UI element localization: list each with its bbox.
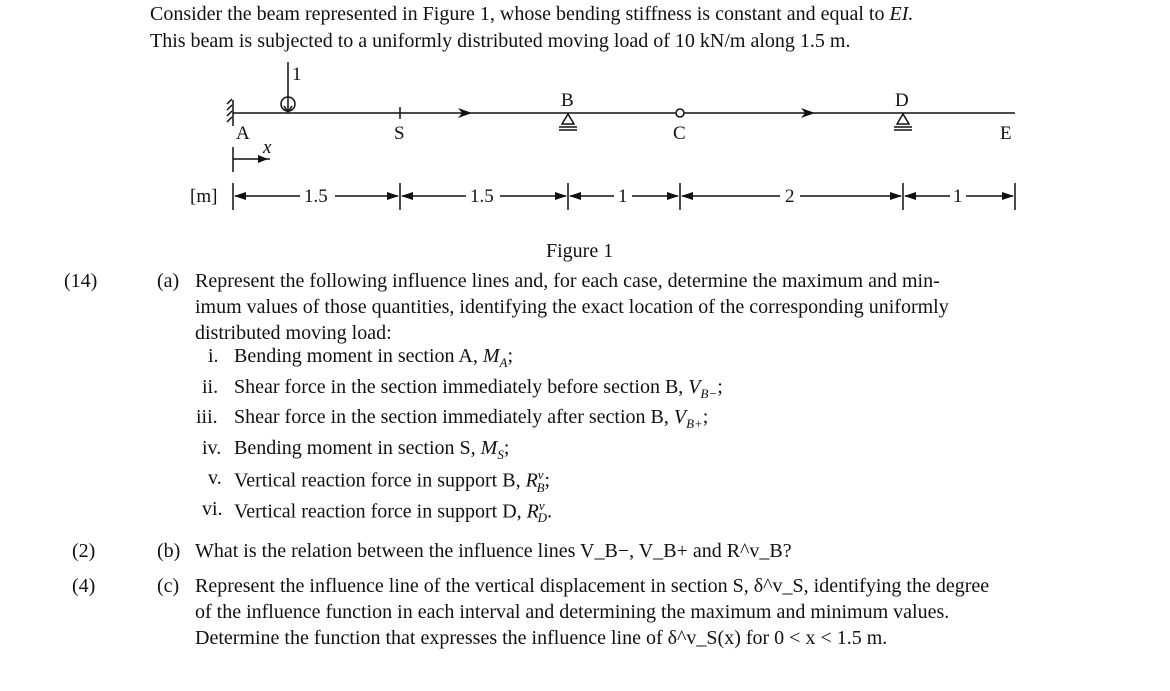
- marks-a: (14): [64, 270, 98, 292]
- label-b: (b): [157, 540, 181, 562]
- item-sub: B: [536, 479, 545, 495]
- item-body: [234, 406, 708, 432]
- x-label: x: [263, 137, 272, 158]
- item-end: ;: [702, 406, 709, 428]
- fixed-hatch: [227, 99, 232, 122]
- item-text: Shear force in the section immediately after section B,: [234, 406, 674, 428]
- item-end: .: [547, 500, 553, 523]
- question-c-text: Determine the function that expresses the influence line of δ^v_S(x) for 0 < x < 1.5 m.: [195, 627, 888, 649]
- point-s: S: [394, 123, 405, 144]
- list-item: [202, 375, 723, 401]
- item-end: ;: [717, 375, 723, 398]
- list-item: [208, 467, 551, 495]
- support-d: [894, 114, 912, 130]
- point-b: B: [561, 90, 574, 111]
- item-number: v.: [208, 467, 222, 489]
- item-symbol: V: [673, 406, 687, 428]
- item-end: ;: [544, 469, 551, 492]
- point-d: D: [895, 90, 909, 111]
- item-number: i.: [208, 345, 219, 367]
- list-item: [208, 345, 514, 370]
- question-b-text: What is the relation between the influence lines V_B−, V_B+ and R^v_B?: [195, 540, 792, 562]
- ei-symbol: EI.: [889, 3, 914, 25]
- figure-caption: Figure 1: [546, 240, 614, 262]
- item-body: [234, 345, 513, 371]
- item-text: Vertical reaction force in support D,: [234, 500, 527, 523]
- dim-sb: 1.5: [470, 186, 494, 207]
- item-symbol: V: [688, 375, 701, 398]
- list-item: [202, 436, 510, 462]
- dim-de: 1: [953, 186, 963, 207]
- load-label: 1: [292, 64, 302, 85]
- dim-bc: 1: [618, 186, 628, 207]
- support-b: [559, 114, 577, 130]
- item-number: ii.: [202, 375, 219, 398]
- item-sub: D: [537, 510, 548, 526]
- label-a: (a): [157, 270, 180, 292]
- question-c-text: Represent the influence line of the vertical displacement in section S, δ^v_S, identifying the degree: [195, 575, 990, 597]
- item-number: vi.: [202, 497, 223, 520]
- list-item: [196, 406, 709, 431]
- dim-as: 1.5: [304, 186, 328, 207]
- unit-label: [m]: [190, 186, 218, 207]
- item-text: Shear force in the section immediately before section B,: [234, 375, 689, 398]
- item-sub: A: [499, 355, 508, 370]
- item-sup: v: [537, 467, 544, 482]
- item-body: [234, 376, 723, 402]
- beam-figure: [0, 0, 1170, 250]
- point-e: E: [1000, 123, 1012, 144]
- item-body: [234, 467, 550, 496]
- item-end: ;: [503, 436, 510, 459]
- item-sub: B−: [700, 385, 718, 401]
- question-a-text: imum values of those quantities, identifying the exact location of the corresponding uniformly: [195, 296, 949, 318]
- intro-text: Consider the beam represented in Figure 1, whose bending stiffness is constant and equal to: [150, 3, 885, 25]
- label-c: (c): [157, 575, 180, 597]
- item-sub: S: [497, 446, 504, 462]
- item-sup: v: [538, 497, 545, 513]
- item-end: ;: [507, 345, 514, 367]
- item-text: Vertical reaction force in support B,: [234, 469, 526, 492]
- item-symbol: M: [480, 436, 498, 459]
- question-a-text: Represent the following influence lines and, for each case, determine the maximum and min-: [195, 270, 940, 292]
- hinge-c: [676, 109, 684, 117]
- item-symbol: M: [482, 345, 500, 367]
- question-c-text: of the influence function in each interval and determining the maximum and minimum values.: [195, 601, 950, 623]
- marks-c: (4): [72, 575, 96, 597]
- item-number: iii.: [196, 406, 218, 428]
- point-c: C: [673, 123, 686, 144]
- intro-line2: This beam is subjected to a uniformly distributed moving load of 10 kN/m along 1.5 m.: [150, 30, 851, 52]
- item-text: Bending moment in section A,: [234, 345, 483, 367]
- item-body: [234, 437, 509, 463]
- marks-b: (2): [72, 540, 96, 562]
- item-text: Bending moment in section S,: [234, 436, 481, 459]
- item-sub: B+: [686, 416, 703, 431]
- question-a-text: distributed moving load:: [195, 322, 392, 344]
- item-symbol: R: [525, 469, 538, 492]
- item-symbol: R: [526, 500, 539, 523]
- dim-cd: 2: [785, 186, 795, 207]
- list-item: [202, 497, 553, 526]
- item-body: [234, 498, 552, 527]
- item-number: iv.: [202, 436, 222, 459]
- point-a: A: [236, 123, 250, 144]
